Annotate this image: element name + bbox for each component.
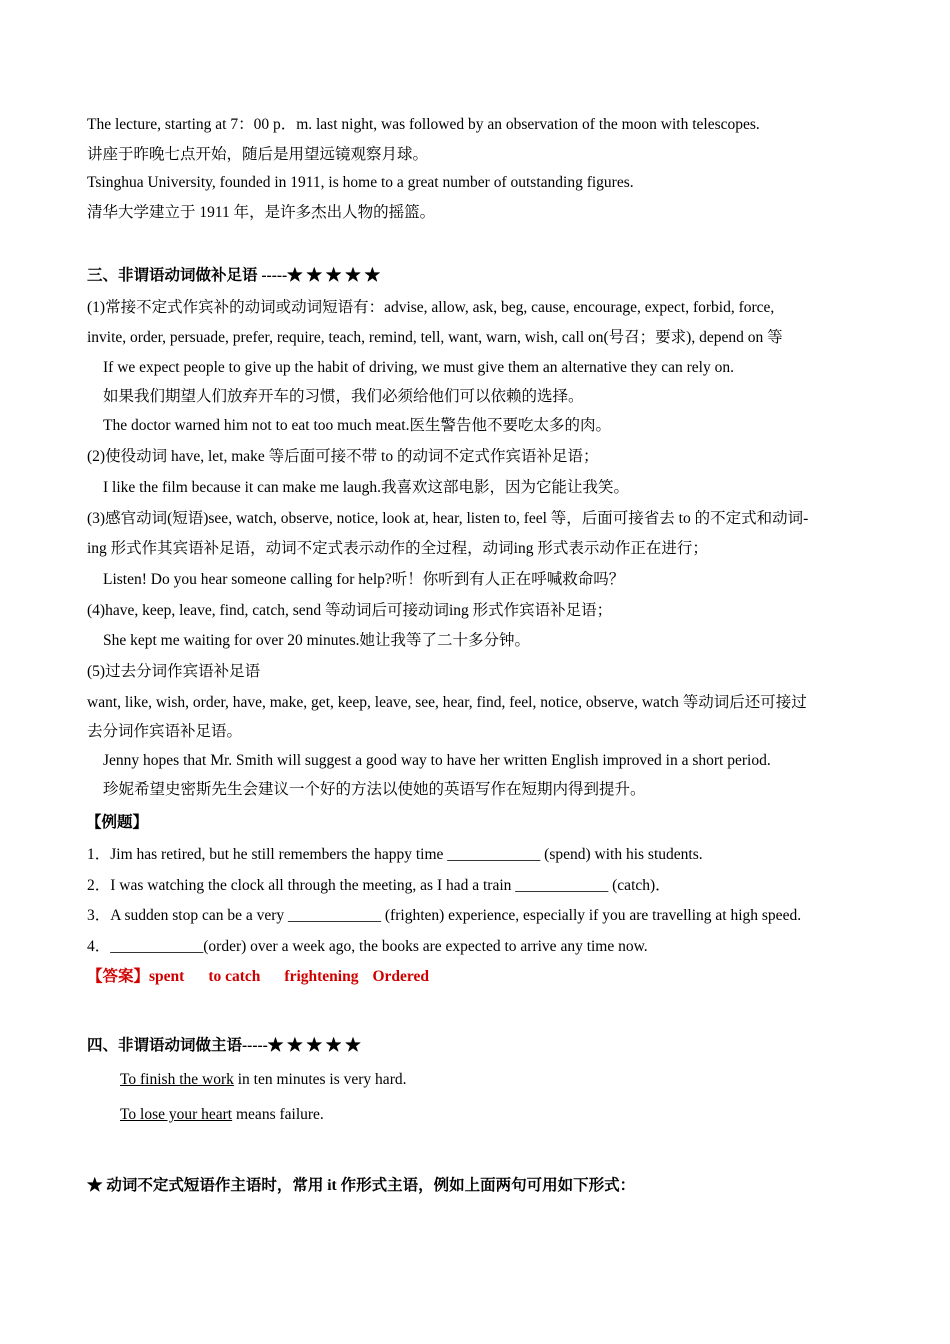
infinitive-subject-note: ★ 动词不定式短语作主语时，常用 it 作形式主语，例如上面两句可用如下形式： [87,1177,636,1194]
rule-5: (5)过去分词作宾语补足语 [87,663,261,680]
example-translation: 珍妮希望史密斯先生会建议一个好的方法以使她的英语写作在短期内得到提升。 [103,781,646,798]
example-sentence: I like the film because it can make me laugh.我喜欢这部电影，因为它能让我笑。 [103,479,630,496]
example-sentence: Listen! Do you hear someone calling for help?听！你听到有人正在呼喊救命吗？ [103,571,625,588]
example-sentence: She kept me waiting for over 20 minutes.她让我等了二十多分钟。 [103,632,531,649]
intro-translation-2: 清华大学建立于 1911 年，是许多杰出人物的摇篮。 [87,204,436,221]
answer-1: spent [149,968,185,985]
rule-5-line-1: want, like, wish, order, have, make, get, keep, leave, see, hear, find, feel, notice, observe, watch 等动词后还可接过 [87,694,807,711]
rule-5-line-2: 去分词作宾语补足语。 [87,723,243,740]
answer-line [87,967,866,987]
answer-label: 【答案】 [87,968,150,985]
example-sentence: If we expect people to give up the habit of driving, we must give them an alternative they can rely on. [103,359,734,376]
rule-3-line-1: (3)感官动词(短语)see, watch, observe, notice, look at, hear, listen to, feel 等，后面可接省去 to 的不定式和动词- [87,510,809,527]
example-sentence: The doctor warned him not to eat too much meat.医生警告他不要吃太多的肉。 [103,417,611,434]
intro-sentence-1: The lecture, starting at 7：00 p．m. last night, was followed by an observation of the moon with telescopes. [87,116,760,133]
section-4-heading: 四、非谓语动词做主语-----★ ★ ★ ★ ★ [87,1037,361,1054]
sentence-rest: means failure. [232,1106,324,1123]
example-sentence: Jenny hopes that Mr. Smith will suggest a good way to have her written English improved in a short period. [103,752,771,769]
question-3: 3．A sudden stop can be a very ____________ (frighten) experience, especially if you are travelling at high speed. [87,907,802,924]
question-1: 1．Jim has retired, but he still remembers the happy time ____________ (spend) with his students. [87,846,703,863]
intro-sentence-2: Tsinghua University, founded in 1911, is home to a great number of outstanding figures. [87,174,634,191]
rule-3-line-2: ing 形式作其宾语补足语，动词不定式表示动作的全过程，动词ing 形式表示动作正在进行； [87,540,708,557]
subject-example-1 [120,1070,866,1090]
underlined-phrase: To lose your heart [120,1106,233,1123]
rule-2: (2)使役动词 have, let, make 等后面可接不带 to 的动词不定式作宾语补足语； [87,448,599,465]
rule-1-line-2: invite, order, persuade, prefer, require, teach, remind, tell, want, warn, wish, call on(号召；要求), depend on 等 [87,329,783,346]
subject-example-2 [120,1105,866,1125]
section-3-heading: 三、非谓语动词做补足语 -----★ ★ ★ ★ ★ [87,267,381,284]
underlined-phrase: To finish the work [120,1071,234,1088]
sentence-rest: in ten minutes is very hard. [233,1071,407,1088]
question-4: 4．____________(order) over a week ago, the books are expected to arrive any time now. [87,938,648,955]
intro-translation-1: 讲座于昨晚七点开始，随后是用望远镜观察月球。 [87,146,429,163]
rule-1-line-1: (1)常接不定式作宾补的动词或动词短语有：advise, allow, ask, beg, cause, encourage, expect, forbid, force, [87,299,775,316]
answer-3: frightening [284,968,359,985]
question-2: 2．I was watching the clock all through the meeting, as I had a train ____________ (catch)． [87,877,671,894]
answer-2: to catch [208,968,261,985]
examples-label: 【例题】 [86,814,149,831]
answer-4: Ordered [372,968,430,985]
rule-4: (4)have, keep, leave, find, catch, send 等动词后可接动词ing 形式作宾语补足语； [87,602,613,619]
example-translation: 如果我们期望人们放弃开车的习惯，我们必须给他们可以依赖的选择。 [103,388,584,405]
